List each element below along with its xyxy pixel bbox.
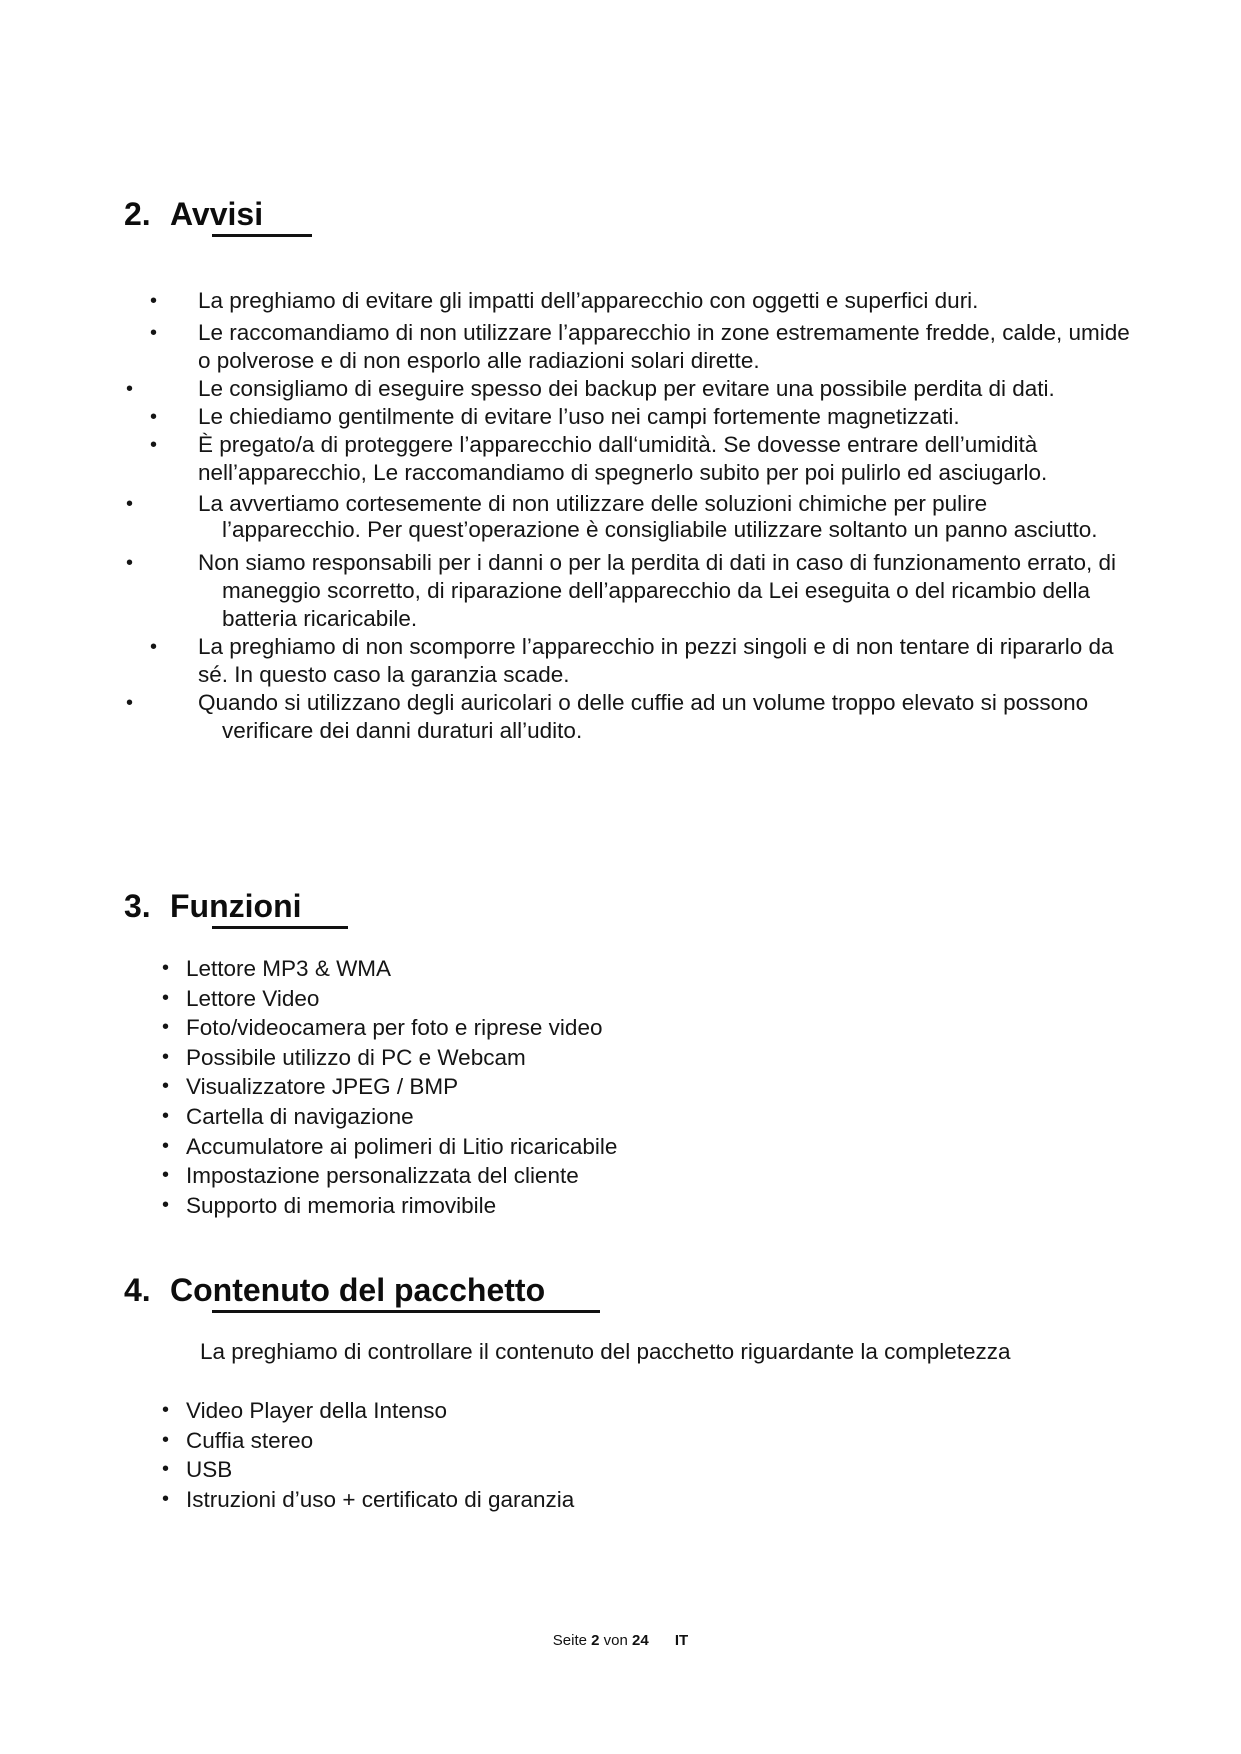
list-item: • Le chiediamo gentilmente di evitare l’uso nei campi fortemente magnetizzati.	[150, 404, 960, 429]
list-item: • Accumulatore ai polimeri di Litio ricaricabile	[162, 1132, 862, 1162]
contenuto-list	[162, 1396, 862, 1514]
bullet-icon: •	[162, 986, 170, 1009]
bullet-icon: •	[150, 406, 158, 428]
section-title: Funzioni	[170, 888, 302, 924]
bullet-icon: •	[162, 1164, 170, 1187]
bullet-icon: •	[162, 1075, 170, 1098]
list-item: • Visualizzatore JPEG / BMP	[162, 1072, 862, 1102]
bullet-icon: •	[150, 290, 158, 312]
list-item: • La preghiamo di non scomporre l’apparecchio in pezzi singoli e di non tentare di ripararlo da sé. In questo caso la garanzia scade.	[150, 634, 1114, 687]
section-heading-contenuto	[124, 1272, 545, 1309]
list-item: • Lettore MP3 & WMA	[162, 954, 862, 984]
list-item: • Impostazione personalizzata del cliente	[162, 1161, 862, 1191]
list-item: • Non siamo responsabili per i danni o per la perdita di dati in caso di funzionamento errato, di maneggio scorretto, di riparazione dell’apparecchio da Lei eseguita o del ricambio della batteria ricaricabile.	[126, 550, 1117, 631]
bullet-icon: •	[162, 1045, 170, 1068]
bullet-icon: •	[150, 434, 158, 456]
section-title: Contenuto del pacchetto	[170, 1272, 546, 1308]
list-item: • Cuffia stereo	[162, 1426, 862, 1456]
heading-underline	[212, 234, 312, 237]
bullet-icon: •	[162, 1428, 170, 1451]
section-title: Avvisi	[170, 196, 264, 232]
bullet-icon: •	[162, 1487, 170, 1510]
bullet-icon: •	[162, 1399, 170, 1421]
bullet-icon: •	[162, 1458, 170, 1481]
list-item: • Supporto di memoria rimovibile	[162, 1191, 862, 1221]
section-heading-funzioni	[124, 888, 302, 925]
funzioni-list	[162, 954, 862, 1220]
section-number: 3.	[124, 888, 151, 924]
section-number: 4.	[124, 1272, 151, 1308]
bullet-icon: •	[162, 957, 170, 979]
list-item: • Possibile utilizzo di PC e Webcam	[162, 1043, 862, 1073]
bullet-icon: •	[162, 1016, 170, 1039]
list-item: • Cartella di navigazione	[162, 1102, 862, 1132]
heading-underline	[212, 926, 348, 929]
list-item: • Le raccomandiamo di non utilizzare l’apparecchio in zone estremamente fredde, calde, umide o polverose e di non esporlo alle radiazioni solari dirette.	[150, 320, 1130, 373]
list-item: • Video Player della Intenso	[162, 1396, 862, 1426]
heading-underline	[212, 1310, 600, 1313]
footer-total-pages: 24	[632, 1632, 649, 1649]
footer-prefix: Seite	[552, 1632, 587, 1649]
contenuto-intro: La preghiamo di controllare il contenuto del pacchetto riguardante la completezza	[200, 1339, 1011, 1364]
list-item: • USB	[162, 1455, 862, 1485]
page-footer	[0, 1632, 1241, 1649]
bullet-icon: •	[162, 1134, 170, 1157]
list-item: • Foto/videocamera per foto e riprese video	[162, 1013, 862, 1043]
list-item: • La avvertiamo cortesemente di non utilizzare delle soluzioni chimiche per pulire l’apparecchio. Per quest’operazione è consigliabile utilizzare soltanto un panno asciutto.	[126, 491, 1098, 542]
list-item: • Istruzioni d’uso + certificato di garanzia	[162, 1485, 862, 1515]
bullet-icon: •	[150, 636, 158, 658]
bullet-icon: •	[162, 1193, 170, 1216]
section-heading-avvisi	[124, 196, 263, 233]
bullet-icon: •	[162, 1104, 170, 1127]
avvisi-list	[126, 287, 1130, 745]
bullet-icon: •	[150, 322, 158, 344]
footer-language: IT	[674, 1632, 689, 1649]
footer-page-number: 2	[591, 1632, 600, 1649]
list-item: • Lettore Video	[162, 984, 862, 1014]
list-item: • Le consigliamo di eseguire spesso dei backup per evitare una possibile perdita di dati.	[126, 376, 1055, 401]
section-number: 2.	[124, 196, 151, 232]
list-item: • È pregato/a di proteggere l’apparecchio dall‘umidità. Se dovesse entrare dell’umidità nell’apparecchio, Le raccomandiamo di spegnerlo subito per poi pulirlo ed asciugarlo.	[150, 432, 1048, 485]
footer-middle: von	[603, 1632, 628, 1649]
list-item: • Quando si utilizzano degli auricolari o delle cuffie ad un volume troppo elevato si possono verificare dei danni duraturi all’udito.	[126, 690, 1089, 743]
list-item: • La preghiamo di evitare gli impatti dell’apparecchio con oggetti e superfici duri.	[150, 288, 979, 313]
